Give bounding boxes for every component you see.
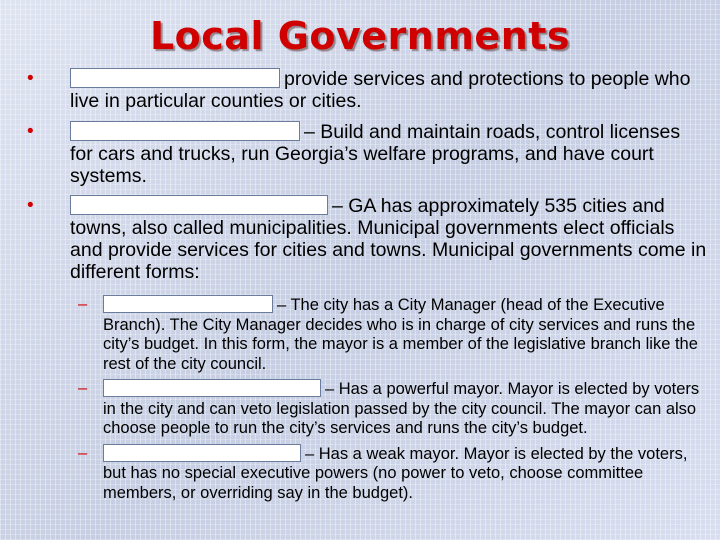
slide-body [18, 68, 708, 503]
sub-item [18, 444, 708, 504]
sub-item [18, 379, 708, 439]
slide-title: Local Governments [149, 14, 571, 58]
bullet-item [18, 68, 708, 112]
dash-marker-icon: – [78, 443, 88, 462]
fill-in-blank[interactable] [103, 379, 321, 397]
bullet-text: provide services and protections to people who live in particular counties or cities. [70, 68, 691, 112]
bullet-text: – Build and maintain roads, control licenses for cars and trucks, run Georgia’s welfare programs, and have court systems. [70, 121, 681, 187]
bullet-item [18, 121, 708, 187]
bullet-marker-icon: • [27, 121, 34, 142]
dash-marker-icon: – [78, 295, 88, 313]
bullet-item [18, 195, 708, 283]
fill-in-blank[interactable] [70, 68, 280, 88]
sub-item-text: – Has a powerful mayor. Mayor is elected by voters in the city and can veto legislation passed by the city council. The mayor can also choose people to run the city’s services and runs the city’s budget. [103, 380, 700, 437]
bullet-marker-icon: • [27, 195, 34, 216]
dash-marker-icon: – [78, 379, 88, 397]
sub-item-text: – Has a weak mayor. Mayor is elected by the voters, but has no special executive powers (no power to veto, choose committee members, or overriding say in the budget). [103, 444, 688, 502]
fill-in-blank[interactable] [103, 295, 273, 313]
sub-item [18, 295, 708, 374]
fill-in-blank[interactable] [70, 121, 300, 141]
fill-in-blank[interactable] [103, 444, 301, 462]
bullet-marker-icon: • [27, 68, 34, 89]
sub-item-text: – The city has a City Manager (head of the Executive Branch). The City Manager decides who is in charge of city services and runs the city’s budget. In this form, the mayor is a member of the legislative branch like the rest of the city council. [103, 296, 698, 373]
bullet-text: – GA has approximately 535 cities and towns, also called municipalities. Municipal governments elect officials and provide services for cities and towns. Municipal governments come in different forms: [70, 195, 707, 283]
fill-in-blank[interactable] [70, 195, 328, 215]
